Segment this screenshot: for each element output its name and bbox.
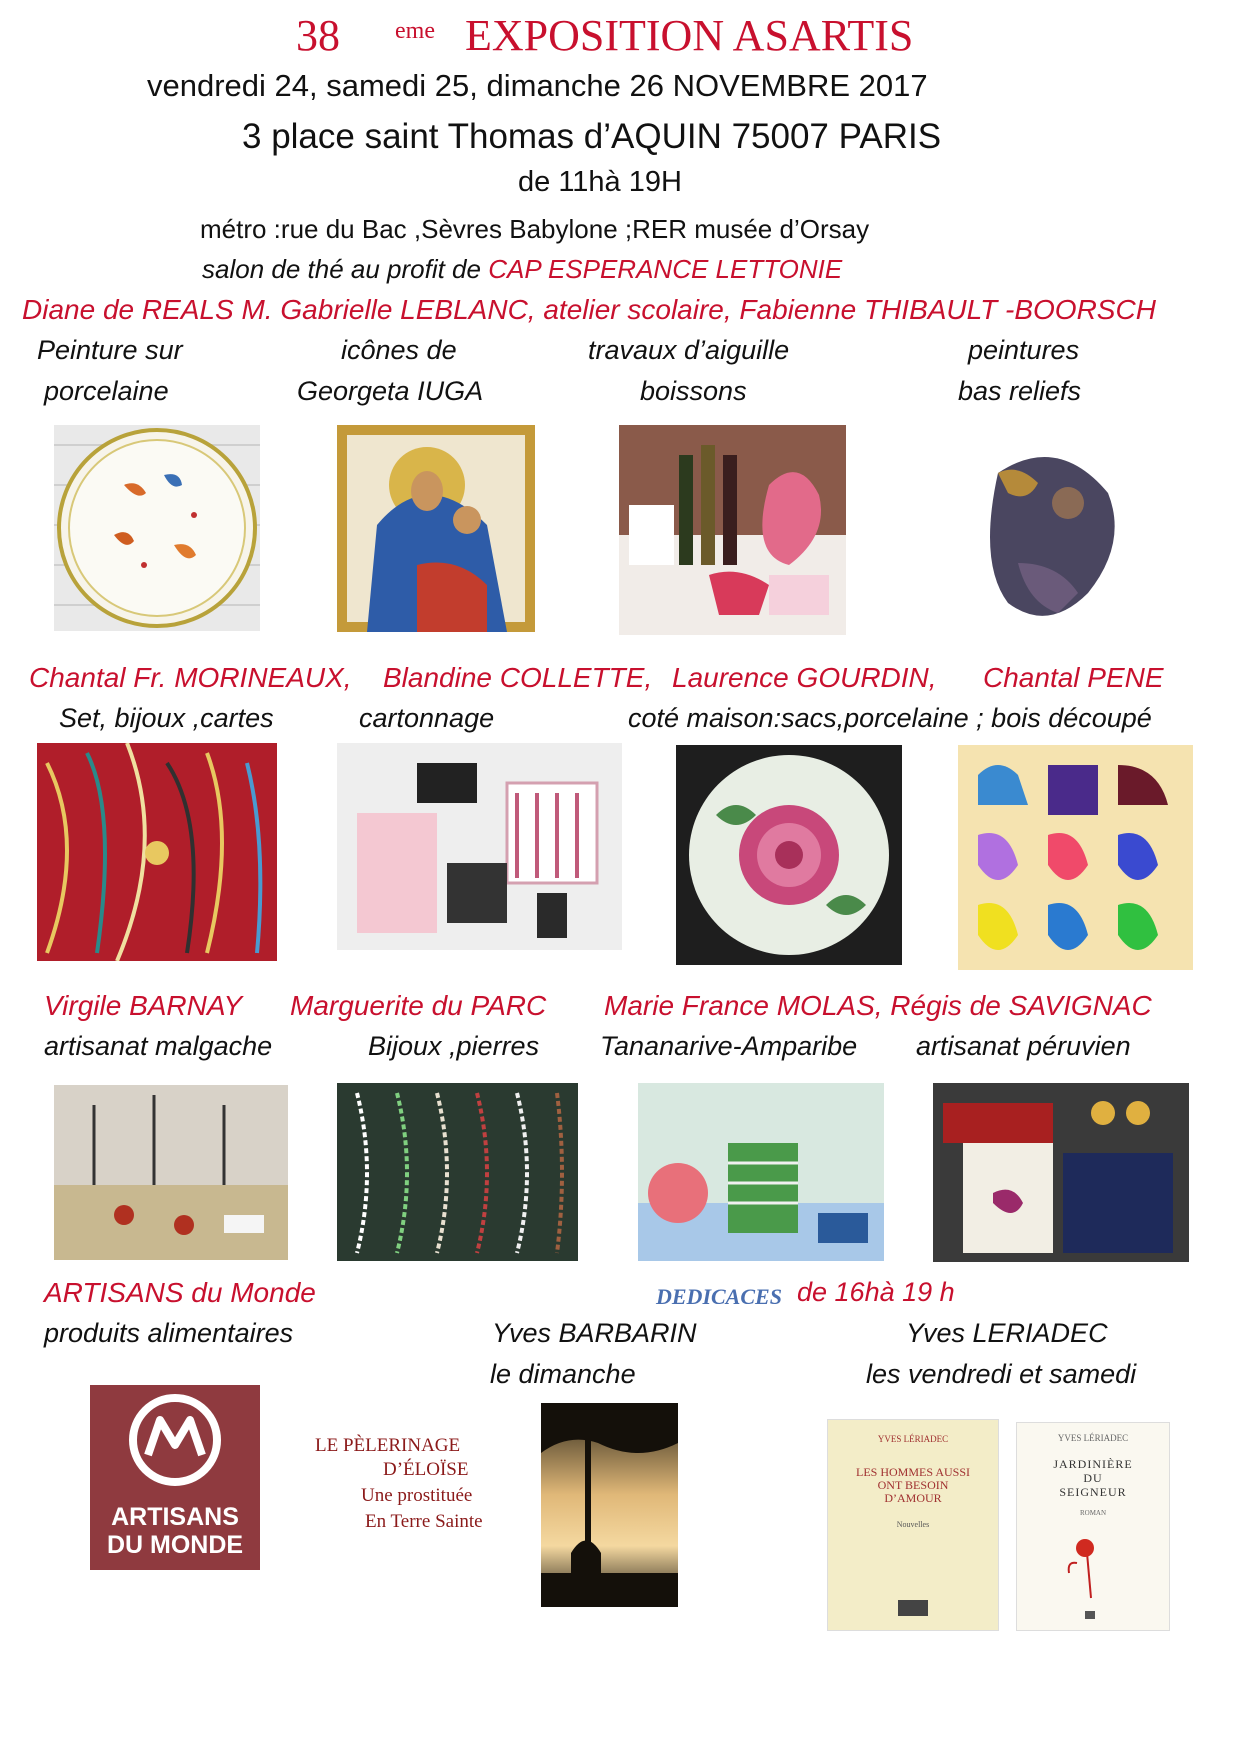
red-flower-illustration [1017, 1423, 1169, 1630]
barbarin-book-line-4: En Terre Sainte [365, 1511, 483, 1532]
author-barbarin: Yves BARBARIN [492, 1318, 697, 1348]
row3-caption-3: Tananarive-Amparibe [600, 1031, 858, 1061]
jewelry-photo [37, 743, 277, 961]
row2-caption-1: Set, bijoux ,cartes [59, 703, 274, 733]
cartonnage-photo [337, 743, 622, 950]
row2-artist-2: Blandine COLLETTE, [383, 662, 653, 693]
row3-caption-2: Bijoux ,pierres [368, 1031, 540, 1061]
tea-room-beneficiary: CAP ESPERANCE LETTONIE [488, 254, 843, 284]
author-barbarin-day: le dimanche [490, 1359, 636, 1389]
exhibition-number-suffix: eme [395, 18, 435, 44]
stone-jewelry-photo [337, 1083, 578, 1261]
religious-icon-photo [337, 425, 535, 632]
row3-artist-2: Marguerite du PARC [290, 990, 547, 1021]
logo-line-1: ARTISANS [111, 1503, 239, 1531]
row2-artist-4: Chantal PENE [983, 662, 1164, 693]
publisher-logo [898, 1600, 928, 1616]
exhibition-dates: vendredi 24, samedi 25, dimanche 26 NOVEMBRE 2017 [147, 68, 928, 103]
metro-info: métro :rue du Bac ,Sèvres Babylone ;RER musée d’Orsay [200, 214, 870, 244]
leriadec-book-1-title-1: LES HOMMES AUSSI [855, 1465, 971, 1479]
author-leriadec: Yves LERIADEC [906, 1318, 1108, 1348]
exhibition-address: 3 place saint Thomas d’AQUIN 75007 PARIS [242, 117, 942, 156]
malagasy-crafts-photo [54, 1085, 288, 1260]
artisans-du-monde-name: ARTISANS du Monde [44, 1277, 316, 1308]
logo-line-2: DU MONDE [106, 1531, 244, 1559]
row3-artist-3: Marie France MOLAS, Régis de SAVIGNAC [604, 990, 1152, 1021]
exhibition-hours: de 11hà 19H [518, 166, 682, 198]
dedicaces-time: de 16hà 19 h [797, 1277, 955, 1307]
needlework-drinks-photo [619, 425, 846, 635]
row2-artist-1: Chantal Fr. MORINEAUX, [29, 662, 352, 693]
decorated-plate-photo [676, 745, 902, 965]
barbarin-book-line-3: Une prostituée [361, 1485, 473, 1506]
row1-caption-1a: Peinture sur [37, 335, 183, 365]
barbarin-book-line-1: LE PÈLERINAGE [315, 1435, 461, 1456]
row2-artist-3: Laurence GOURDIN, [672, 662, 937, 693]
row1-caption-2b: Georgeta IUGA [297, 376, 484, 406]
porcelain-painting-photo [54, 425, 260, 631]
exhibition-title: EXPOSITION ASARTIS [465, 11, 914, 60]
leriadec-book-2-subtitle: ROMAN [1079, 1509, 1107, 1517]
row2-caption-2: cartonnage [359, 703, 495, 733]
artisans-du-monde-caption: produits alimentaires [44, 1318, 294, 1348]
leriadec-book-2-title-3: SEIGNEUR [1059, 1485, 1127, 1499]
leriadec-book-2-cover [1016, 1422, 1170, 1631]
peruvian-crafts-photo [933, 1083, 1189, 1262]
artisans-du-monde-logo [90, 1385, 260, 1570]
row3-caption-4: artisanat péruvien [916, 1031, 1131, 1061]
barbarin-book-line-2: D’ÉLOÏSE [383, 1459, 469, 1480]
barbarin-book-cover [541, 1403, 678, 1607]
row2-caption-3: coté maison:sacs,porcelaine ; bois découpé [628, 703, 1152, 733]
row1-caption-4b: bas reliefs [958, 376, 1082, 406]
row3-caption-1: artisanat malgache [44, 1031, 273, 1061]
leriadec-book-1-title-2: ONT BESOIN [877, 1478, 949, 1492]
leriadec-book-1-cover [827, 1419, 999, 1631]
row1-caption-3a: travaux d’aiguille [588, 335, 790, 365]
leriadec-book-2-title-2: DU [1083, 1471, 1103, 1485]
row1-caption-2a: icônes de [341, 335, 457, 365]
dedicaces-label: DEDICACES [656, 1284, 782, 1309]
bas-relief-photo [958, 433, 1145, 641]
leriadec-book-2-title-1: JARDINIÈRE [1053, 1457, 1133, 1471]
exhibition-number: 38 [296, 11, 340, 60]
leriadec-book-2-author: YVES LÉRIADEC [1057, 1433, 1129, 1443]
row3-artist-1: Virgile BARNAY [44, 990, 243, 1021]
row1-artists: Diane de REALS M. Gabrielle LEBLANC, atelier scolaire, Fabienne THIBAULT -BOORSCH [22, 294, 1156, 325]
row1-caption-3b: boissons [640, 376, 747, 406]
tea-room-info [202, 254, 842, 285]
author-leriadec-days: les vendredi et samedi [866, 1359, 1137, 1389]
leriadec-book-1-title-3: D’AMOUR [884, 1491, 942, 1505]
leriadec-book-1-author: YVES LÉRIADEC [877, 1434, 949, 1444]
cut-wood-photo [958, 745, 1193, 970]
tea-room-prefix: salon de thé au profit de [202, 254, 481, 284]
leriadec-book-1-subtitle: Nouvelles [896, 1520, 930, 1529]
tananarive-crafts-photo [638, 1083, 884, 1261]
row1-caption-1b: porcelaine [44, 376, 169, 406]
row1-caption-4a: peintures [968, 335, 1080, 365]
